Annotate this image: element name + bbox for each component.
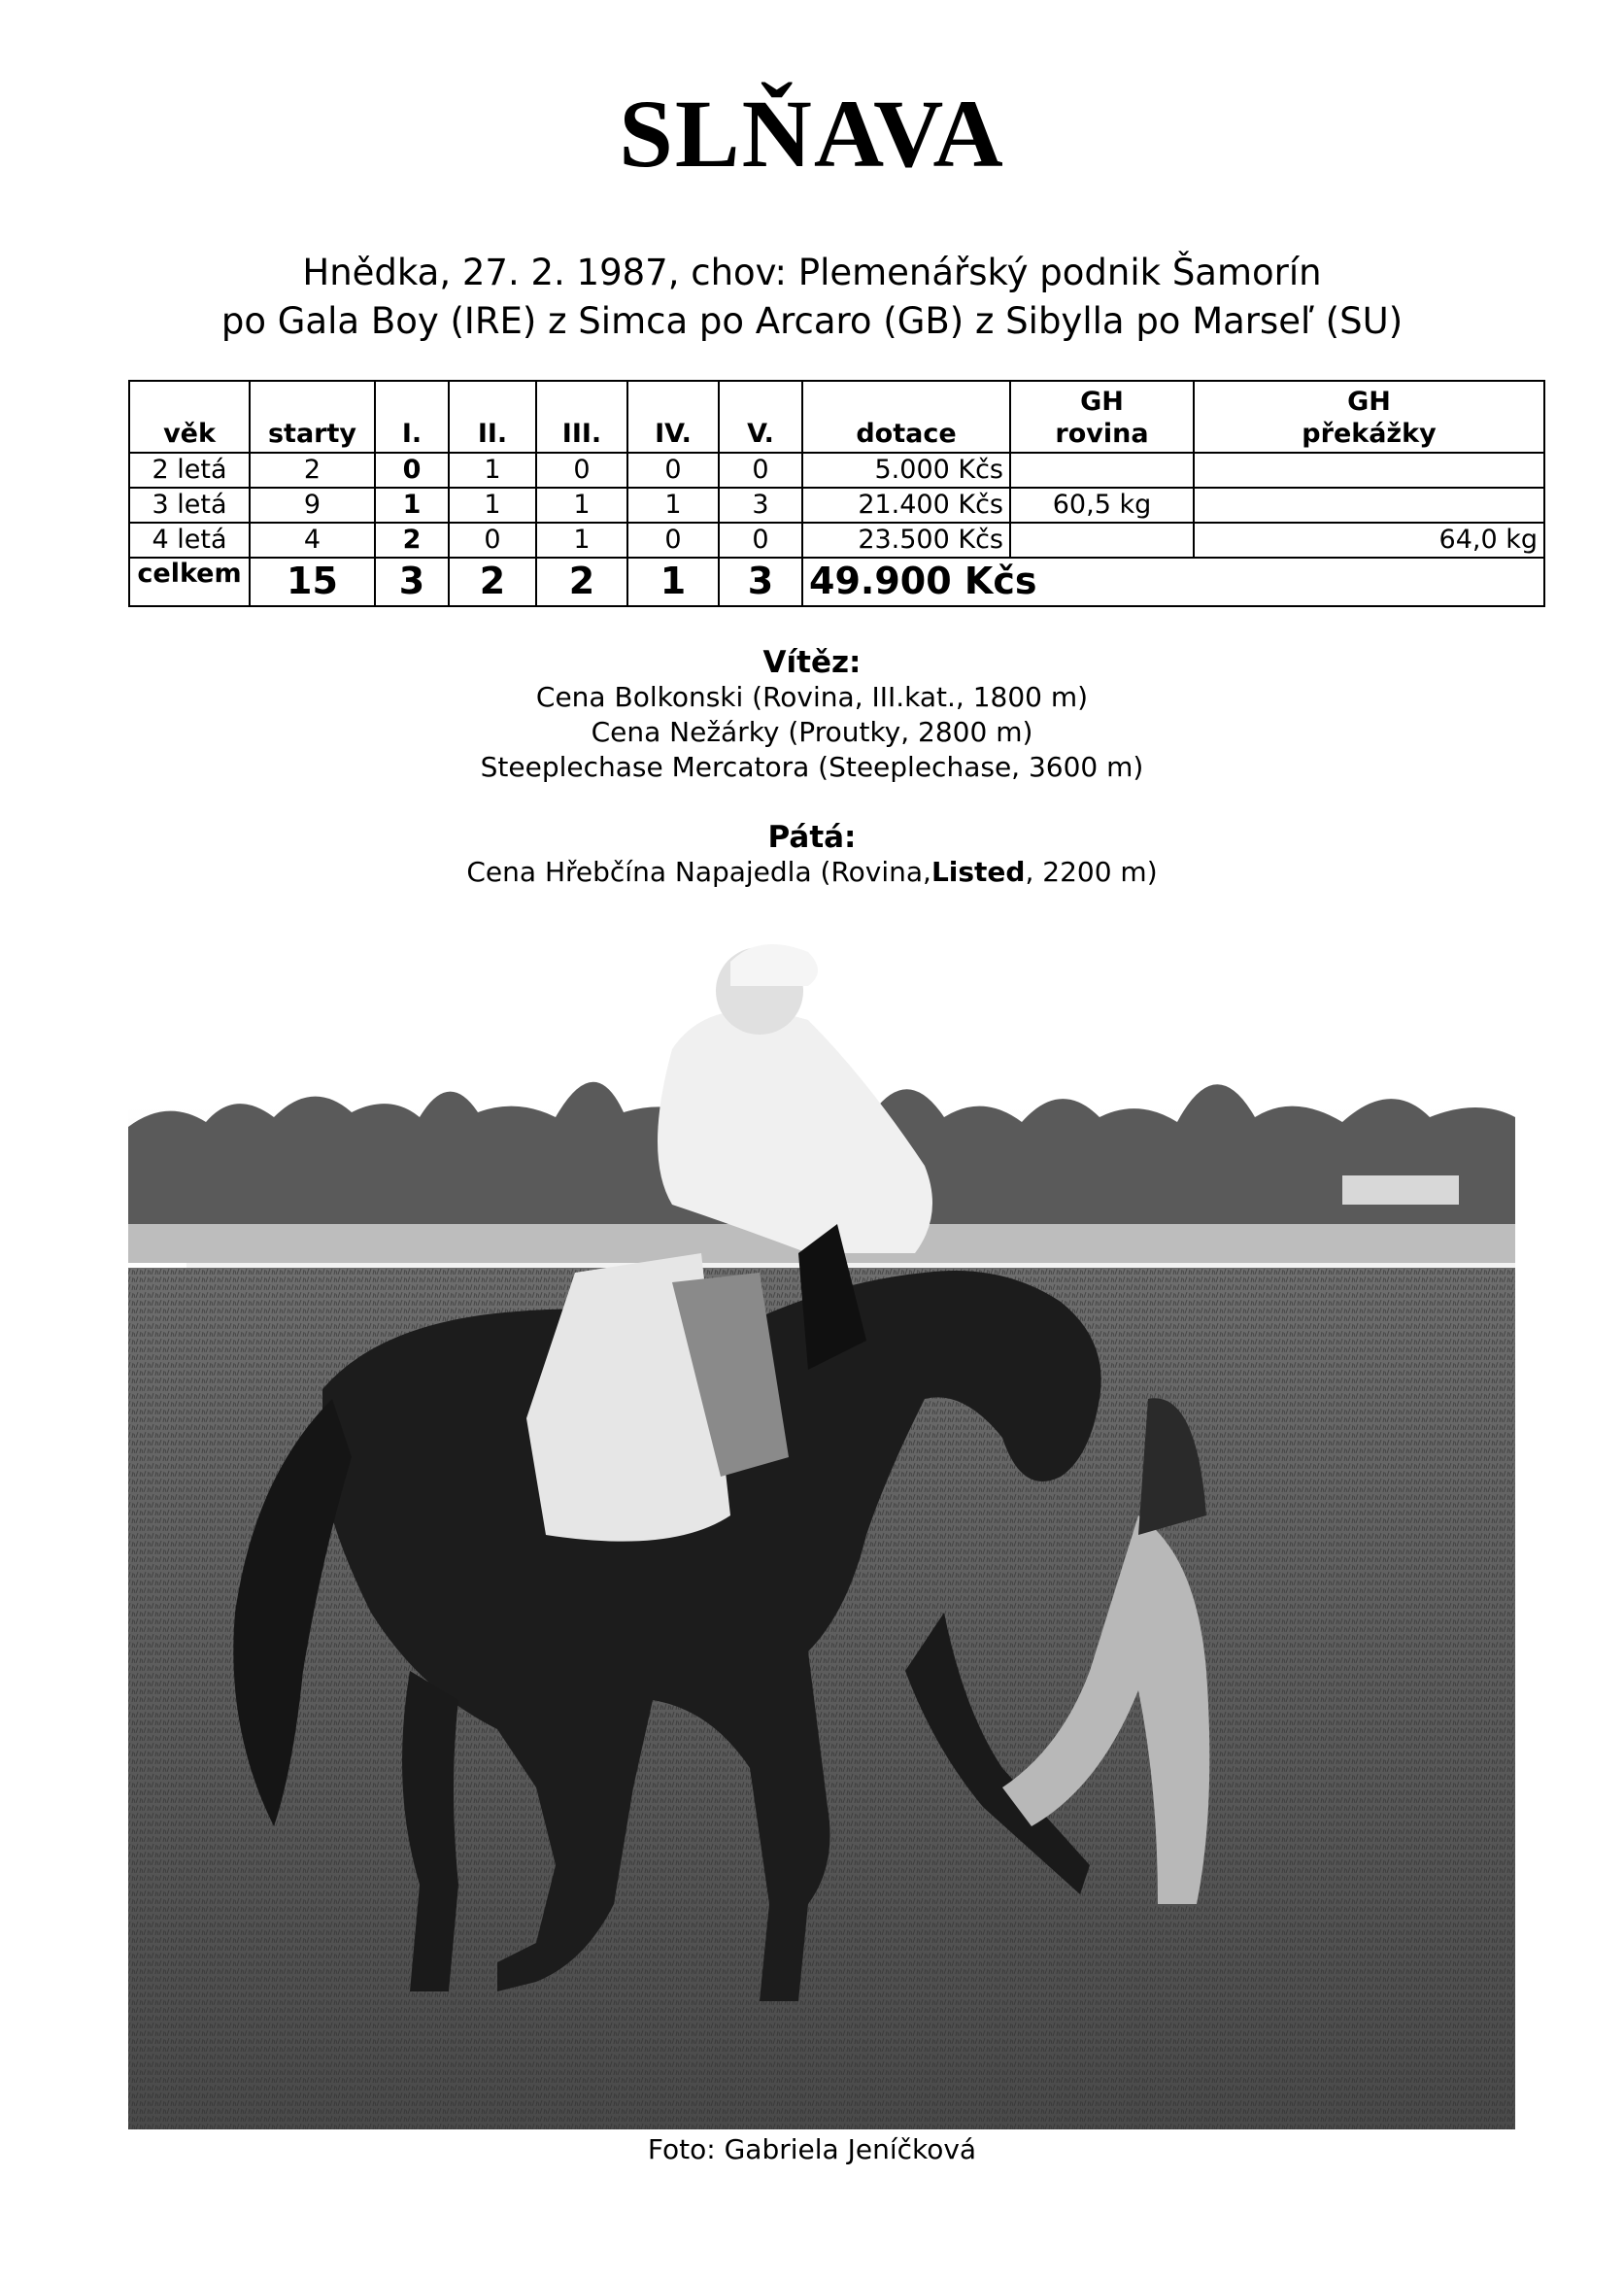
- table-header-row: [129, 381, 1544, 453]
- cell-total-dotace: 49.900 Kčs: [802, 558, 1544, 606]
- photo-caption: Foto: Gabriela Jeníčková: [647, 2133, 977, 2165]
- cell-first: 2: [375, 523, 449, 558]
- table-total-row: [129, 558, 1544, 606]
- header-first: I.: [375, 381, 449, 453]
- header-gh-rovina: [1010, 381, 1194, 453]
- table-row: [129, 453, 1544, 488]
- cell-gh-rovina: [1010, 523, 1194, 558]
- cell-starty: 4: [250, 523, 375, 558]
- cell-dotace: 23.500 Kčs: [802, 523, 1010, 558]
- cell-gh-rovina: 60,5 kg: [1010, 488, 1194, 523]
- fifth-item: [0, 855, 1624, 890]
- horse-info-line: Hnědka, 27. 2. 1987, chov: Plemenářský podnik Šamorín: [302, 252, 1322, 293]
- cell-fourth: 0: [627, 523, 719, 558]
- cell-first: 0: [375, 453, 449, 488]
- fifth-item-listed: Listed: [930, 856, 1026, 888]
- horse-name-title: SLŇAVA: [619, 80, 1005, 187]
- cell-fourth: 1: [627, 488, 719, 523]
- cell-third: 0: [536, 453, 627, 488]
- win-item: Steeplechase Mercatora (Steeplechase, 3600 m): [480, 751, 1144, 783]
- wins-heading: Vítěz:: [762, 645, 862, 680]
- cell-total-third: 2: [536, 558, 627, 606]
- cell-dotace: 21.400 Kčs: [802, 488, 1010, 523]
- table-row: [129, 523, 1544, 558]
- cell-fifth: 0: [719, 523, 802, 558]
- wins-section: [0, 645, 1624, 785]
- header-gh-label: GH: [1347, 387, 1391, 418]
- horse-jockey-photo: [128, 933, 1515, 2129]
- cell-second: 1: [449, 453, 536, 488]
- table-row: [129, 488, 1544, 523]
- cell-first: 1: [375, 488, 449, 523]
- header-second: II.: [449, 381, 536, 453]
- header-prekazky-label: překážky: [1302, 418, 1437, 449]
- cell-fourth: 0: [627, 453, 719, 488]
- header-gh-prekazky: [1194, 381, 1544, 453]
- fifth-item-suffix: , 2200 m): [1025, 856, 1158, 888]
- win-item: Cena Bolkonski (Rovina, III.kat., 1800 m): [535, 681, 1089, 713]
- header-fifth: V.: [719, 381, 802, 453]
- cell-second: 1: [449, 488, 536, 523]
- cell-dotace: 5.000 Kčs: [802, 453, 1010, 488]
- cell-total-first: 3: [375, 558, 449, 606]
- header-vek: věk: [129, 381, 250, 453]
- cell-total-starty: 15: [250, 558, 375, 606]
- cell-starty: 2: [250, 453, 375, 488]
- cell-total-second: 2: [449, 558, 536, 606]
- fifth-place-section: [0, 820, 1624, 890]
- pedigree-line: po Gala Boy (IRE) z Simca po Arcaro (GB) z Sibylla po Marseľ (SU): [220, 300, 1404, 342]
- cell-fifth: 3: [719, 488, 802, 523]
- cell-total-label: celkem: [129, 558, 250, 606]
- fifth-item-prefix: Cena Hřebčína Napajedla (Rovina,: [466, 856, 931, 888]
- cell-fifth: 0: [719, 453, 802, 488]
- cell-vek: 3 letá: [129, 488, 250, 523]
- cell-gh-rovina: [1010, 453, 1194, 488]
- cell-third: 1: [536, 488, 627, 523]
- header-fourth: IV.: [627, 381, 719, 453]
- cell-gh-prekazky: [1194, 453, 1544, 488]
- header-starty: starty: [250, 381, 375, 453]
- cell-second: 0: [449, 523, 536, 558]
- cell-vek: 2 letá: [129, 453, 250, 488]
- cell-total-fourth: 1: [627, 558, 719, 606]
- race-statistics-table: [128, 380, 1545, 607]
- header-third: III.: [536, 381, 627, 453]
- cell-gh-prekazky: [1194, 488, 1544, 523]
- header-gh-label: GH: [1080, 387, 1124, 418]
- fifth-heading: Pátá:: [767, 820, 857, 855]
- cell-starty: 9: [250, 488, 375, 523]
- cell-total-fifth: 3: [719, 558, 802, 606]
- header-dotace: dotace: [802, 381, 1010, 453]
- win-item: Cena Nežárky (Proutky, 2800 m): [591, 716, 1033, 748]
- cell-gh-prekazky: 64,0 kg: [1194, 523, 1544, 558]
- header-rovina-label: rovina: [1055, 418, 1149, 449]
- cell-vek: 4 letá: [129, 523, 250, 558]
- cell-third: 1: [536, 523, 627, 558]
